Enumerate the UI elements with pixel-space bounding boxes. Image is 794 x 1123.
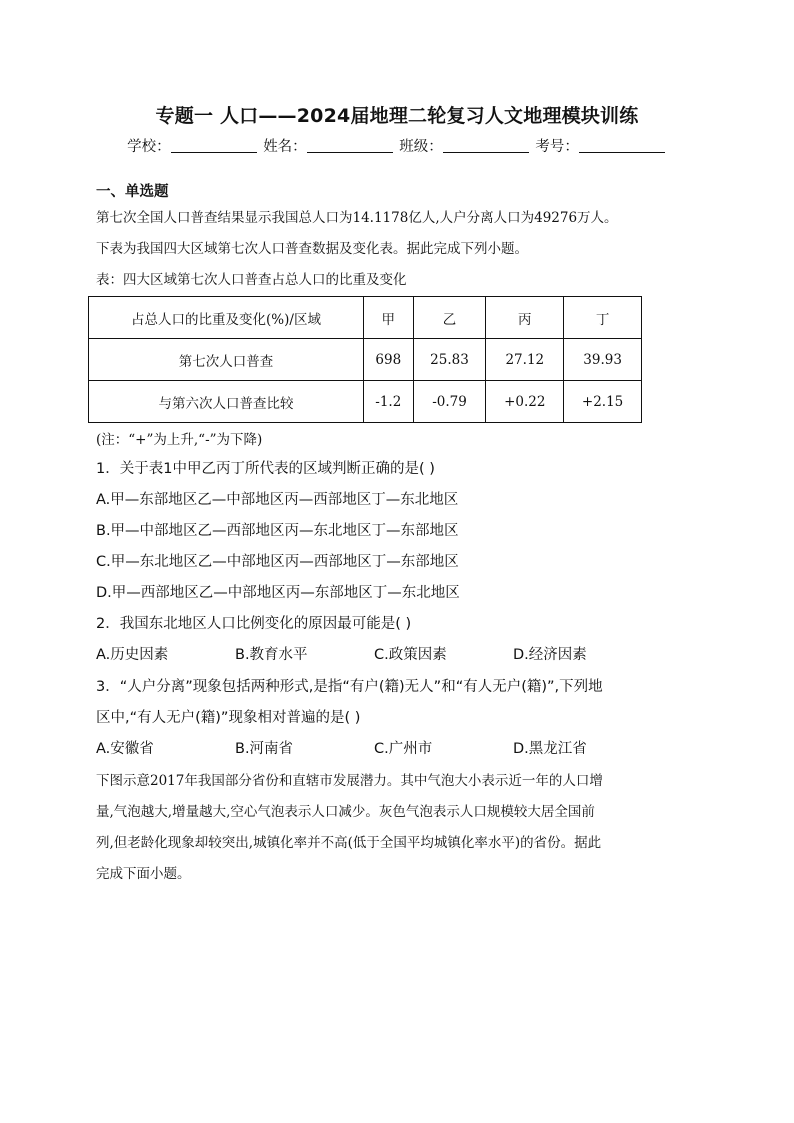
table-cell: +0.22 (486, 381, 564, 423)
table-cell: -1.2 (364, 381, 414, 423)
intro-line-1: 第七次全国人口普查结果显示我国总人口为14.1178亿人,人户分离人口为49276万人。 (96, 210, 618, 226)
table-header-cell: 乙 (413, 297, 486, 339)
student-info-row (0, 135, 794, 156)
question-1-stem: 1．关于表1中甲乙丙丁所代表的区域判断正确的是( ) (96, 461, 435, 477)
census-table (88, 296, 642, 423)
question-2-option-b[interactable]: B.教育水平 (235, 647, 308, 663)
question-2-stem: 2．我国东北地区人口比例变化的原因最可能是( ) (96, 616, 412, 632)
passage-2-line-1: 下图示意2017年我国部分省份和直辖市发展潜力。其中气泡大小表示近一年的人口增 (96, 773, 603, 789)
table-cell: -0.79 (413, 381, 486, 423)
passage-2-line-2: 量,气泡越大,增量越大,空心气泡表示人口减少。灰色气泡表示人口规模较大居全国前 (96, 804, 595, 820)
table-header-cell: 甲 (364, 297, 414, 339)
table-cell: 39.93 (564, 339, 642, 381)
question-3-option-a[interactable]: A.安徽省 (96, 741, 154, 757)
question-3-option-d[interactable]: D.黑龙江省 (513, 741, 587, 757)
question-2-option-d[interactable]: D.经济因素 (513, 647, 587, 663)
question-3-stem-line-2: 区中,“有人无户(籍)”现象相对普遍的是( ) (96, 710, 361, 726)
exam-no-blank[interactable] (579, 138, 665, 153)
table-row (89, 339, 642, 381)
section-title: 一、单选题 (96, 184, 169, 200)
table-cell: 第七次人口普查 (89, 339, 364, 381)
question-2-option-c[interactable]: C.政策因素 (374, 647, 447, 663)
exam-no-label: 考号： (535, 139, 579, 155)
table-note: (注：“+”为上升,“-”为下降) (96, 432, 263, 448)
table-cell: 25.83 (413, 339, 486, 381)
name-blank[interactable] (307, 138, 393, 153)
name-label: 姓名： (263, 139, 307, 155)
question-3-option-b[interactable]: B.河南省 (235, 741, 294, 757)
question-3-option-c[interactable]: C.广州市 (374, 741, 433, 757)
school-blank[interactable] (171, 138, 257, 153)
table-header-cell: 丙 (486, 297, 564, 339)
question-3-options (96, 737, 716, 758)
question-1-option-b[interactable]: B.甲—中部地区乙—西部地区丙—东北地区丁—东部地区 (96, 523, 459, 539)
table-cell: 27.12 (486, 339, 564, 381)
table-header-cell: 占总人口的比重及变化(%)/区域 (89, 297, 364, 339)
question-3-stem-line-1: 3．“人户分离”现象包括两种形式,是指“有户(籍)无人”和“有人无户(籍)”,下列地 (96, 679, 603, 695)
class-blank[interactable] (443, 138, 529, 153)
table-header-cell: 丁 (564, 297, 642, 339)
table-caption: 表：四大区域第七次人口普查占总人口的比重及变化 (96, 272, 407, 288)
question-2-option-a[interactable]: A.历史因素 (96, 647, 169, 663)
table-row (89, 381, 642, 423)
question-1-option-a[interactable]: A.甲—东部地区乙—中部地区丙—西部地区丁—东北地区 (96, 492, 459, 508)
intro-line-2: 下表为我国四大区域第七次人口普查数据及变化表。据此完成下列小题。 (96, 241, 528, 257)
question-1-option-d[interactable]: D.甲—西部地区乙—中部地区丙—东部地区丁—东北地区 (96, 585, 460, 601)
passage-2-line-3: 列,但老龄化现象却较突出,城镇化率并不高(低于全国平均城镇化率水平)的省份。据此 (96, 835, 602, 851)
table-header-row (89, 297, 642, 339)
school-label: 学校： (127, 139, 171, 155)
question-1-option-c[interactable]: C.甲—东北地区乙—中部地区丙—西部地区丁—东部地区 (96, 554, 459, 570)
class-label: 班级： (399, 139, 443, 155)
question-2-options (96, 643, 716, 664)
table-cell: 与第六次人口普查比较 (89, 381, 364, 423)
page-title: 专题一 人口——2024届地理二轮复习人文地理模块训练 (155, 105, 639, 127)
table-cell: 698 (364, 339, 414, 381)
passage-2-line-4: 完成下面小题。 (96, 866, 191, 882)
table-cell: +2.15 (564, 381, 642, 423)
